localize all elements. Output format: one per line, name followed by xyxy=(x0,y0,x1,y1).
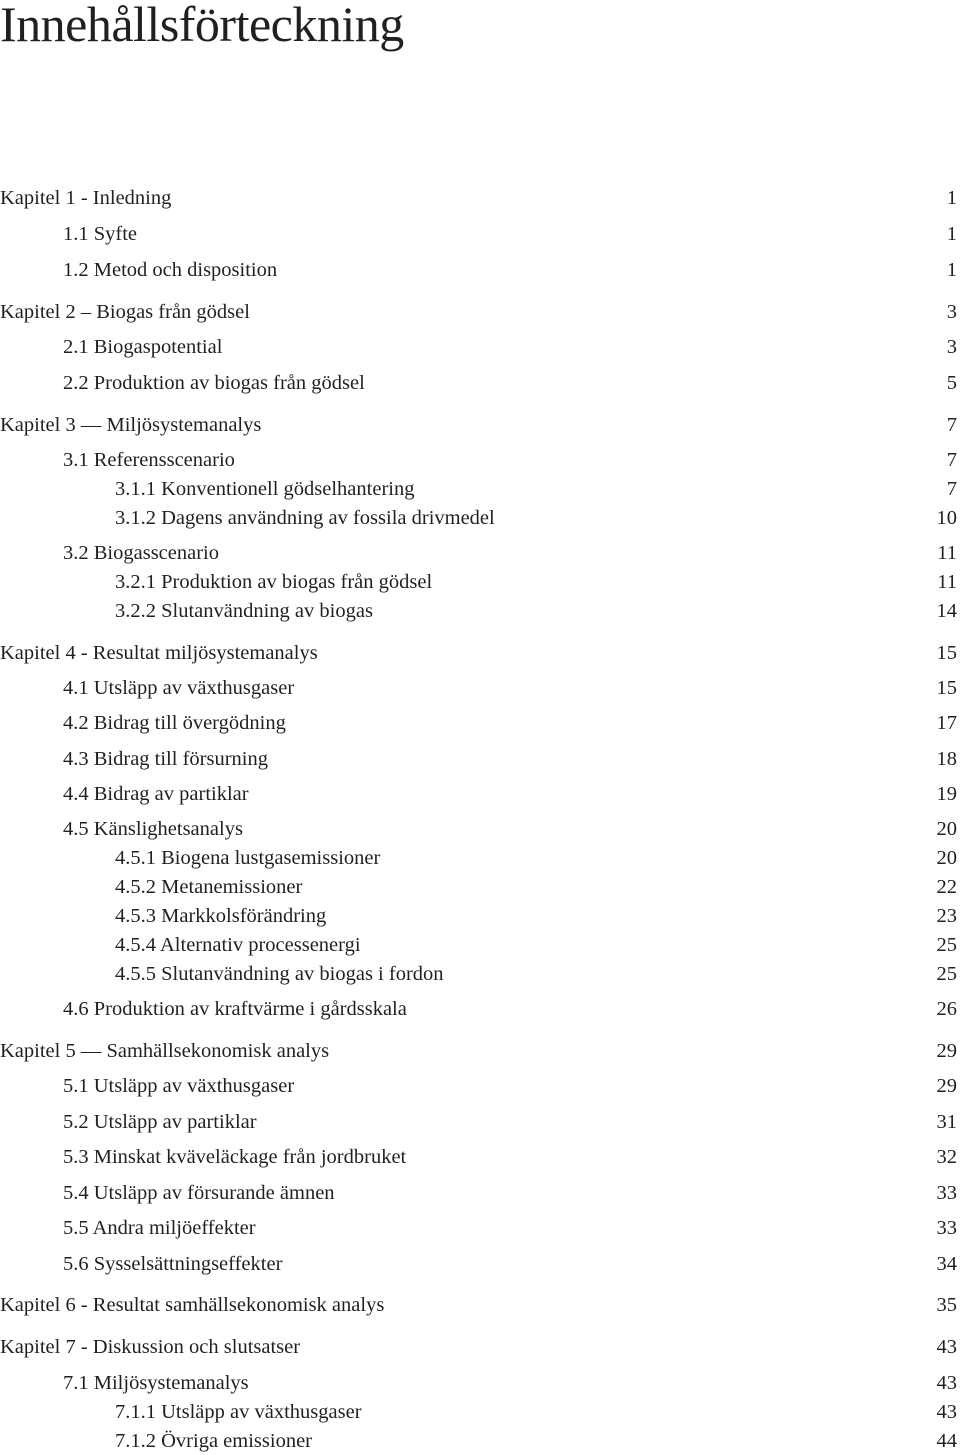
toc-entry-page-number: 1 xyxy=(946,187,957,209)
toc-entry-label: 5.4 Utsläpp av försurande ämnen xyxy=(63,1182,335,1204)
toc-entry-page-number: 3 xyxy=(946,336,957,358)
toc-entry-page-number: 43 xyxy=(936,1401,957,1423)
toc-entry[interactable] xyxy=(0,639,960,667)
toc-entry[interactable] xyxy=(0,745,960,773)
toc-entry[interactable] xyxy=(0,1369,960,1397)
toc-entry[interactable] xyxy=(0,256,960,284)
toc-entry-page-number: 23 xyxy=(936,905,957,927)
toc-entry[interactable] xyxy=(0,1108,960,1136)
toc-entry-label: 5.2 Utsläpp av partiklar xyxy=(63,1111,257,1133)
toc-entry[interactable] xyxy=(0,931,960,959)
toc-entry-label: 4.5.5 Slutanvändning av biogas i fordon xyxy=(115,963,444,985)
toc-entry-page-number: 3 xyxy=(946,301,957,323)
toc-entry-label: 4.5.4 Alternativ processenergi xyxy=(115,934,361,956)
toc-entry[interactable] xyxy=(0,333,960,361)
toc-entry[interactable] xyxy=(0,873,960,901)
toc-entry[interactable] xyxy=(0,709,960,737)
toc-entry-page-number: 7 xyxy=(946,478,957,500)
toc-entry-label: 4.1 Utsläpp av växthusgaser xyxy=(63,677,295,699)
toc-entry-label: 4.5.3 Markkolsförändring xyxy=(115,905,327,927)
toc-entry-page-number: 34 xyxy=(936,1253,957,1275)
toc-entry-page-number: 18 xyxy=(936,748,957,770)
toc-entry-label: 3.1.2 Dagens användning av fossila drivmedel xyxy=(115,507,495,529)
toc-entry-page-number: 20 xyxy=(936,847,957,869)
toc-entry-label: Kapitel 6 - Resultat samhällsekonomisk analys xyxy=(0,1294,385,1316)
toc-entry-page-number: 19 xyxy=(936,783,957,805)
toc-entry-page-number: 15 xyxy=(936,642,957,664)
toc-entry-label: Kapitel 3 — Miljösystemanalys xyxy=(0,414,262,436)
toc-entry-page-number: 33 xyxy=(936,1217,957,1239)
toc-entry[interactable] xyxy=(0,1398,960,1426)
toc-entry-page-number: 25 xyxy=(936,963,957,985)
toc-entry-page-number: 17 xyxy=(936,712,957,734)
toc-entry-label: 5.5 Andra miljöeffekter xyxy=(63,1217,256,1239)
toc-entry-page-number: 11 xyxy=(937,542,957,564)
toc-entry[interactable] xyxy=(0,539,960,567)
toc-entry[interactable] xyxy=(0,902,960,930)
toc-entry[interactable] xyxy=(0,568,960,596)
toc-entry-page-number: 15 xyxy=(936,677,957,699)
toc-entry[interactable] xyxy=(0,960,960,988)
toc-entry-page-number: 7 xyxy=(946,449,957,471)
toc-entry-label: Kapitel 1 - Inledning xyxy=(0,187,172,209)
toc-entry-page-number: 7 xyxy=(946,414,957,436)
toc-entry-page-number: 5 xyxy=(946,372,957,394)
toc-entry[interactable] xyxy=(0,446,960,474)
toc-entry-label: 3.2.1 Produktion av biogas från gödsel xyxy=(115,571,433,593)
toc-entry-page-number: 1 xyxy=(946,259,957,281)
toc-entry[interactable] xyxy=(0,815,960,843)
toc-entry-page-number: 43 xyxy=(936,1372,957,1394)
toc-entry-label: 5.3 Minskat kväveläckage från jordbruket xyxy=(63,1146,407,1168)
toc-entry-label: 1.1 Syfte xyxy=(63,223,138,245)
toc-entry[interactable] xyxy=(0,780,960,808)
toc-entry-page-number: 26 xyxy=(936,998,957,1020)
toc-entry-page-number: 33 xyxy=(936,1182,957,1204)
toc-entry-page-number: 10 xyxy=(936,507,957,529)
toc-entry[interactable] xyxy=(0,1037,960,1065)
toc-entry-page-number: 1 xyxy=(946,223,957,245)
toc-entry-label: 5.1 Utsläpp av växthusgaser xyxy=(63,1075,295,1097)
toc-entry-page-number: 43 xyxy=(936,1336,957,1358)
toc-entry[interactable] xyxy=(0,1143,960,1171)
toc-entry[interactable] xyxy=(0,220,960,248)
toc-entry[interactable] xyxy=(0,674,960,702)
toc-entry-page-number: 35 xyxy=(936,1294,957,1316)
toc-entry[interactable] xyxy=(0,1214,960,1242)
toc-entry-page-number: 44 xyxy=(936,1430,957,1452)
toc-entry-label: 4.6 Produktion av kraftvärme i gårdsskala xyxy=(63,998,407,1020)
toc-entry-page-number: 25 xyxy=(936,934,957,956)
toc-entry[interactable] xyxy=(0,844,960,872)
toc-entry-label: 2.1 Biogaspotential xyxy=(63,336,223,358)
toc-entry-label: 4.5.2 Metanemissioner xyxy=(115,876,303,898)
toc-entry-page-number: 11 xyxy=(937,571,957,593)
toc-entry[interactable] xyxy=(0,1291,960,1319)
toc-entry[interactable] xyxy=(0,184,960,212)
toc-entry[interactable] xyxy=(0,504,960,532)
toc-entry-label: 5.6 Sysselsättningseffekter xyxy=(63,1253,283,1275)
toc-entry-label: Kapitel 4 - Resultat miljösystemanalys xyxy=(0,642,318,664)
toc-entry-page-number: 32 xyxy=(936,1146,957,1168)
toc-entry-label: 4.5.1 Biogena lustgasemissioner xyxy=(115,847,381,869)
toc-entry-page-number: 20 xyxy=(936,818,957,840)
toc-entry-page-number: 14 xyxy=(936,600,957,622)
toc-entry-label: 4.3 Bidrag till försurning xyxy=(63,748,268,770)
toc-entry[interactable] xyxy=(0,298,960,326)
toc-entry[interactable] xyxy=(0,995,960,1023)
toc-entry[interactable] xyxy=(0,1072,960,1100)
toc-entry-label: 4.4 Bidrag av partiklar xyxy=(63,783,249,805)
toc-entry[interactable] xyxy=(0,475,960,503)
toc-entry-label: 3.1.1 Konventionell gödselhantering xyxy=(115,478,415,500)
toc-entry-label: Kapitel 7 - Diskussion och slutsatser xyxy=(0,1336,301,1358)
toc-entry-label: 3.2 Biogasscenario xyxy=(63,542,219,564)
toc-entry-label: 7.1 Miljösystemanalys xyxy=(63,1372,249,1394)
toc-entry-label: 1.2 Metod och disposition xyxy=(63,259,278,281)
toc-entry-label: Kapitel 5 — Samhällsekonomisk analys xyxy=(0,1040,330,1062)
toc-entry-label: 3.2.2 Slutanvändning av biogas xyxy=(115,600,373,622)
toc-entry-label: 3.1 Referensscenario xyxy=(63,449,235,471)
toc-entry[interactable] xyxy=(0,1333,960,1361)
page-title: Innehållsförteckning xyxy=(0,0,404,52)
toc-entry-page-number: 31 xyxy=(936,1111,957,1133)
toc-entry-label: Kapitel 2 – Biogas från gödsel xyxy=(0,301,250,323)
toc-entry[interactable] xyxy=(0,597,960,625)
toc-entry-label: 4.2 Bidrag till övergödning xyxy=(63,712,286,734)
toc-entry[interactable] xyxy=(0,369,960,397)
toc-entry-page-number: 29 xyxy=(936,1075,957,1097)
toc-entry-label: 7.1.2 Övriga emissioner xyxy=(115,1430,312,1452)
toc-entry-page-number: 22 xyxy=(936,876,957,898)
toc-entry-label: 4.5 Känslighetsanalys xyxy=(63,818,243,840)
toc-entry-page-number: 29 xyxy=(936,1040,957,1062)
toc-entry-label: 2.2 Produktion av biogas från gödsel xyxy=(63,372,365,394)
toc-entry[interactable] xyxy=(0,1179,960,1207)
toc-entry[interactable] xyxy=(0,1250,960,1278)
toc-entry[interactable] xyxy=(0,411,960,439)
toc-entry-label: 7.1.1 Utsläpp av växthusgaser xyxy=(115,1401,362,1423)
toc-entry[interactable] xyxy=(0,1427,960,1455)
